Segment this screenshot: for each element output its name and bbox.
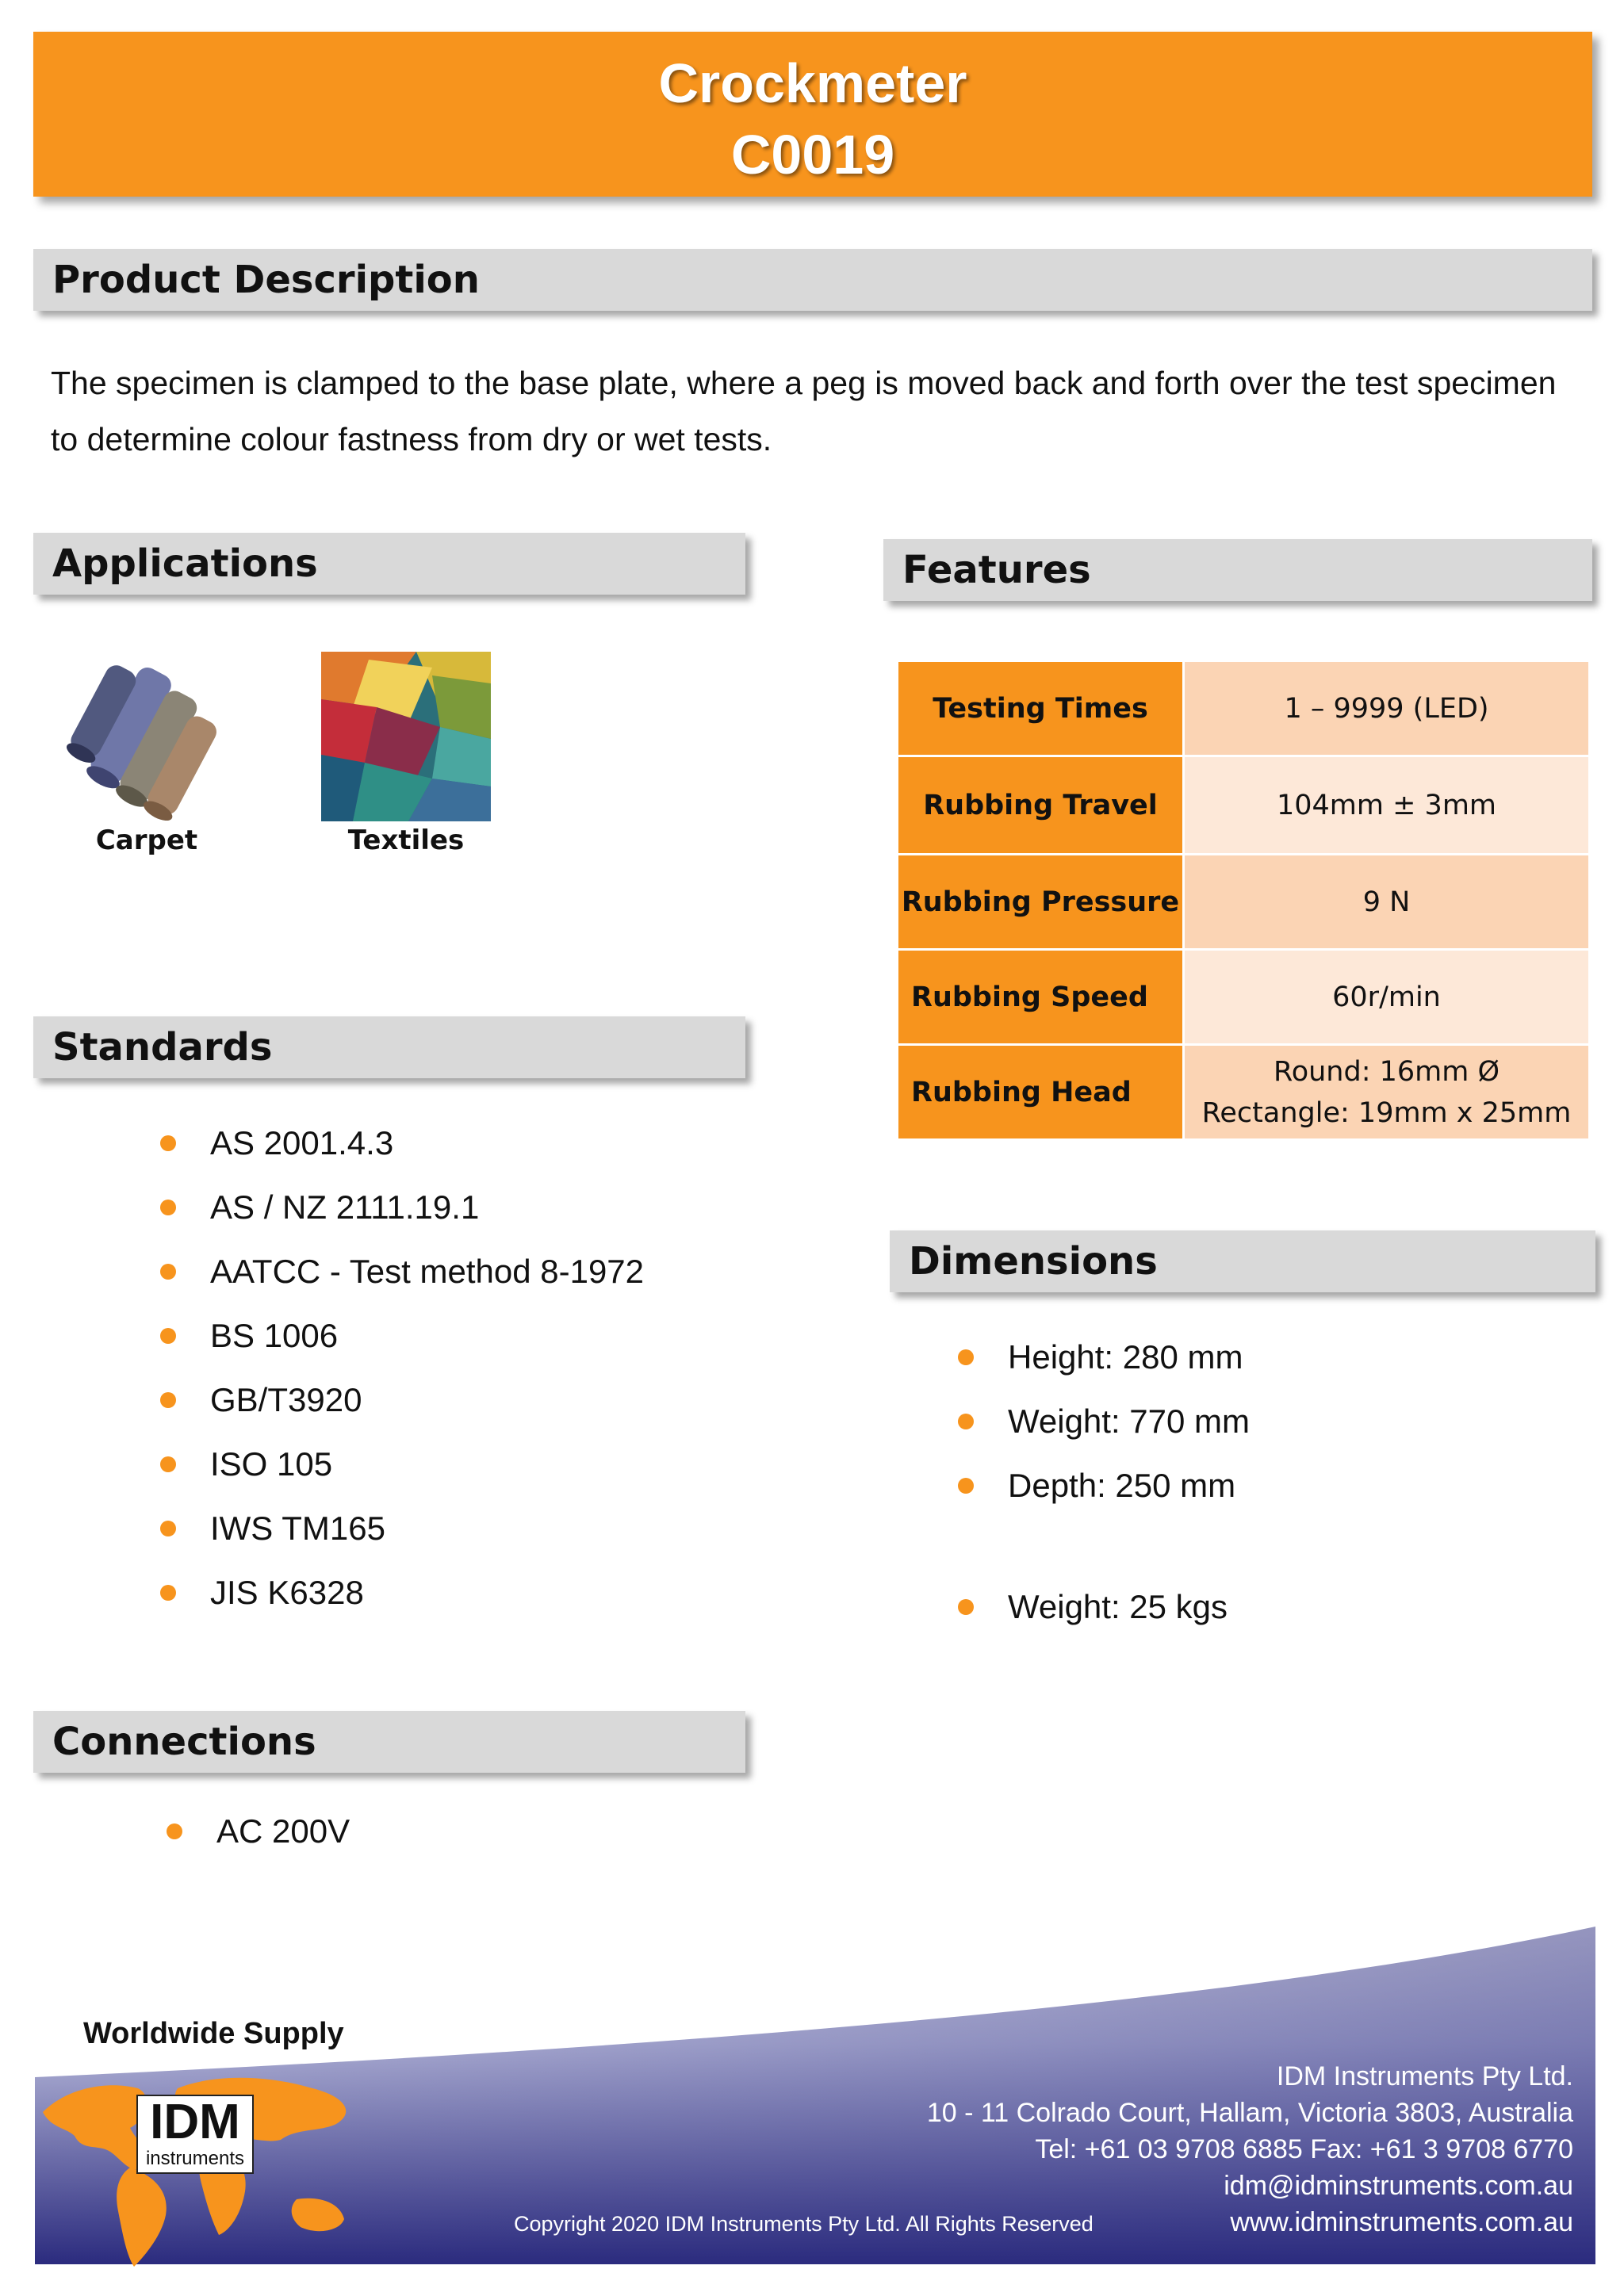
bullet-icon	[160, 1585, 176, 1601]
bullet-icon	[958, 1349, 974, 1365]
list-item-text: Weight: 25 kgs	[1008, 1588, 1228, 1625]
textiles-image	[321, 652, 491, 821]
table-row	[898, 1045, 1590, 1140]
list-item	[958, 1338, 1561, 1402]
list-item	[160, 1381, 763, 1445]
bullet-icon	[958, 1599, 974, 1615]
bullet-icon	[160, 1392, 176, 1408]
list-item	[160, 1510, 763, 1574]
list-item-text: IWS TM165	[210, 1510, 385, 1547]
list-item-text: JIS K6328	[210, 1574, 364, 1611]
product-name: Crockmeter	[658, 52, 967, 114]
connections-heading	[33, 1711, 745, 1773]
section-title: Features	[902, 548, 1091, 592]
applications-heading	[33, 533, 745, 595]
list-item	[958, 1588, 1561, 1652]
list-item	[160, 1317, 763, 1381]
company-name: IDM Instruments Pty Ltd.	[1276, 2061, 1573, 2091]
feature-key: Rubbing Travel	[898, 756, 1184, 855]
list-item-text: BS 1006	[210, 1317, 339, 1354]
feature-value: 60r/min	[1184, 950, 1590, 1045]
list-item-text: GB/T3920	[210, 1381, 362, 1418]
feature-key: Rubbing Head	[898, 1045, 1184, 1140]
copyright-text: Copyright 2020 IDM Instruments Pty Ltd. All Rights Reserved	[514, 2212, 1094, 2236]
table-row	[898, 756, 1590, 855]
section-title: Applications	[52, 541, 318, 586]
feature-value: 104mm ± 3mm	[1184, 756, 1590, 855]
list-item-text: AATCC - Test method 8-1972	[210, 1253, 645, 1290]
title-banner	[33, 32, 1592, 197]
idm-logo	[35, 2064, 360, 2271]
bullet-icon	[160, 1521, 176, 1536]
bullet-icon	[958, 1414, 974, 1429]
standards-list	[160, 1124, 763, 1638]
list-item-text: AC 200V	[216, 1812, 350, 1850]
application-label-textiles: Textiles	[347, 825, 465, 856]
feature-value: 9 N	[1184, 855, 1590, 950]
feature-value: 1 – 9999 (LED)	[1184, 661, 1590, 756]
company-website[interactable]: www.idminstruments.com.au	[1230, 2207, 1573, 2237]
bullet-icon	[160, 1328, 176, 1344]
list-item-text: Height: 280 mm	[1008, 1338, 1243, 1376]
application-label-carpet: Carpet	[95, 825, 198, 856]
list-item	[160, 1188, 763, 1253]
list-item-text: AS / NZ 2111.19.1	[210, 1188, 480, 1226]
bullet-icon	[160, 1264, 176, 1280]
section-title: Product Description	[52, 258, 480, 302]
features-table	[896, 660, 1591, 1141]
feature-value-line: Round: 16mm Ø	[1273, 1055, 1500, 1088]
feature-value-line: Rectangle: 19mm x 25mm	[1201, 1096, 1572, 1129]
bullet-icon	[160, 1200, 176, 1215]
bullet-icon	[167, 1823, 182, 1839]
product-description-text: The specimen is clamped to the base plate, where a peg is moved back and forth over the test specimen to determine colour fastness from dry or wet tests.	[51, 365, 1557, 457]
carpet-image	[65, 652, 235, 821]
feature-key: Rubbing Speed	[898, 950, 1184, 1045]
company-email[interactable]: idm@idminstruments.com.au	[1224, 2171, 1573, 2201]
logo-text: IDM	[150, 2095, 240, 2149]
feature-value	[1184, 1045, 1590, 1140]
list-item	[167, 1812, 642, 1877]
list-item	[160, 1445, 763, 1510]
list-item-text: ISO 105	[210, 1445, 333, 1483]
company-phone: Tel: +61 03 9708 6885 Fax: +61 3 9708 6770	[1035, 2134, 1573, 2164]
list-item	[160, 1253, 763, 1317]
section-title: Connections	[52, 1720, 316, 1764]
worldwide-supply-title: Worldwide Supply	[83, 2017, 344, 2050]
list-item-text: Depth: 250 mm	[1008, 1467, 1236, 1504]
logo-subtext: instruments	[145, 2148, 245, 2169]
logo-badge	[136, 2095, 254, 2174]
list-item	[160, 1574, 763, 1638]
feature-key: Rubbing Pressure	[898, 855, 1184, 950]
list-item	[160, 1124, 763, 1188]
section-title: Standards	[52, 1025, 273, 1070]
feature-key: Testing Times	[898, 661, 1184, 756]
table-row	[898, 661, 1590, 756]
standards-heading	[33, 1016, 745, 1078]
dimensions-list	[958, 1338, 1561, 1652]
bullet-icon	[160, 1456, 176, 1472]
list-item-text: Weight: 770 mm	[1008, 1402, 1251, 1440]
bullet-icon	[160, 1135, 176, 1151]
connections-list	[167, 1812, 642, 1877]
product-description-heading	[33, 249, 1592, 311]
features-heading	[883, 539, 1592, 601]
table-row	[898, 950, 1590, 1045]
table-row	[898, 855, 1590, 950]
list-item	[958, 1467, 1561, 1531]
list-item	[958, 1402, 1561, 1467]
list-item-text: AS 2001.4.3	[210, 1124, 394, 1161]
section-title: Dimensions	[909, 1239, 1158, 1284]
dimensions-heading	[890, 1230, 1595, 1292]
product-code: C0019	[730, 124, 895, 186]
bullet-icon	[958, 1478, 974, 1494]
company-address: 10 - 11 Colrado Court, Hallam, Victoria 3803, Australia	[926, 2098, 1573, 2128]
